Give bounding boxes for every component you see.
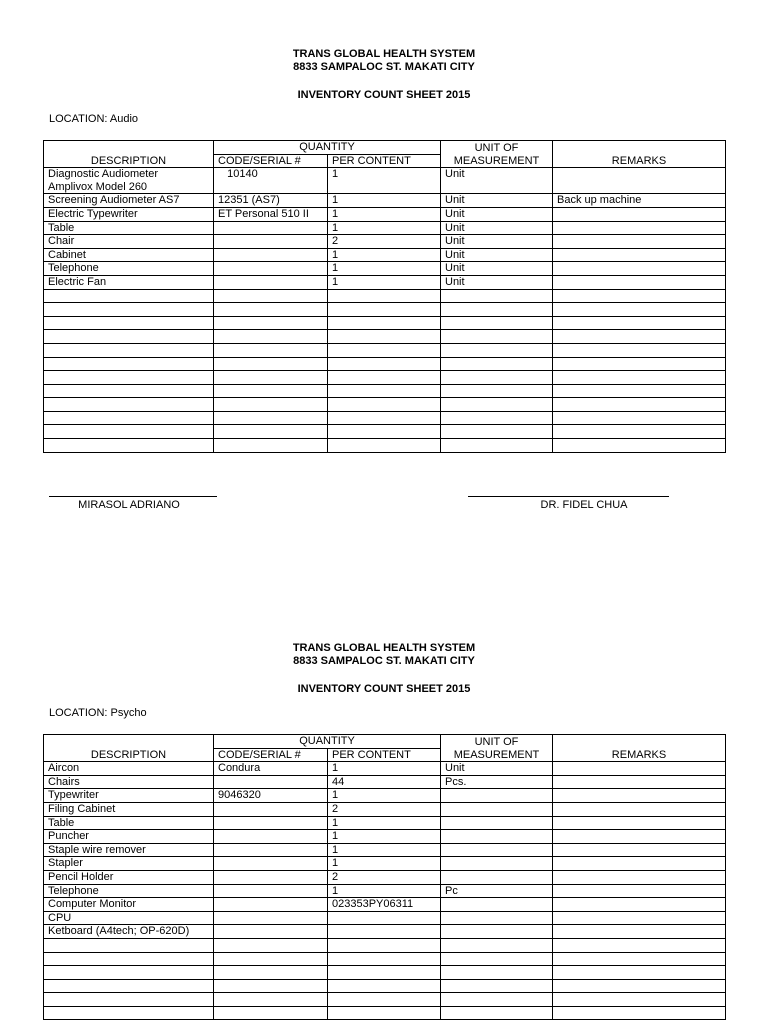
table-row: [44, 425, 726, 439]
cell-unit: [441, 993, 553, 1007]
cell-per-content: [328, 303, 441, 317]
signatory-left: MIRASOL ADRIANO: [78, 499, 180, 511]
cell-description: Staple wire remover: [44, 843, 214, 857]
cell-code-serial: [214, 384, 328, 398]
cell-code-serial: [214, 1006, 328, 1020]
cell-per-content: [328, 330, 441, 344]
column-header-unit-line1: UNIT OF: [441, 141, 553, 155]
table-row: [44, 911, 726, 925]
sheet-title: INVENTORY COUNT SHEET 2015: [297, 683, 471, 695]
cell-remarks: [553, 262, 726, 276]
cell-code-serial: 10140: [214, 168, 328, 181]
cell-unit: Pc: [441, 884, 553, 898]
cell-code-serial: [214, 870, 328, 884]
cell-per-content: 1: [328, 168, 441, 181]
table-row: [44, 830, 726, 844]
cell-description: [44, 398, 214, 412]
organization-address: 8833 SAMPALOC ST. MAKATI CITY: [293, 655, 475, 667]
cell-description: [44, 330, 214, 344]
cell-remarks: [553, 802, 726, 816]
cell-remarks: [553, 966, 726, 980]
cell-description: CPU: [44, 911, 214, 925]
cell-code-serial: [214, 275, 328, 289]
cell-code-serial: [214, 262, 328, 276]
cell-code-serial: [214, 181, 328, 194]
cell-code-serial: [214, 343, 328, 357]
table-row: [44, 762, 726, 776]
cell-per-content: [328, 371, 441, 385]
cell-unit: [441, 870, 553, 884]
cell-per-content: 44: [328, 775, 441, 789]
signature-line-right: [468, 496, 669, 497]
cell-per-content: 1: [328, 207, 441, 221]
column-header-unit-line2: MEASUREMENT: [441, 154, 553, 168]
cell-remarks: [553, 830, 726, 844]
cell-description: [44, 966, 214, 980]
cell-unit: [441, 303, 553, 317]
table-row: [44, 439, 726, 453]
cell-per-content: [328, 411, 441, 425]
cell-code-serial: [214, 966, 328, 980]
cell-code-serial: [214, 816, 328, 830]
cell-code-serial: [214, 898, 328, 912]
cell-description: Amplivox Model 260: [44, 181, 214, 194]
cell-remarks: [553, 925, 726, 939]
cell-description: Table: [44, 221, 214, 235]
table-row: [44, 384, 726, 398]
organization-name: TRANS GLOBAL HEALTH SYSTEM: [292, 642, 476, 654]
cell-code-serial: [214, 857, 328, 871]
cell-per-content: [328, 439, 441, 453]
cell-remarks: [553, 762, 726, 776]
cell-unit: [441, 439, 553, 453]
cell-per-content: 1: [328, 262, 441, 276]
cell-code-serial: [214, 802, 328, 816]
cell-unit: Unit: [441, 194, 553, 208]
cell-per-content: [328, 979, 441, 993]
cell-code-serial: [214, 316, 328, 330]
column-header-quantity: QUANTITY: [214, 735, 441, 749]
cell-remarks: [553, 371, 726, 385]
cell-unit: [441, 289, 553, 303]
table-row: [44, 775, 726, 789]
cell-unit: Unit: [441, 262, 553, 276]
column-header-per-content: PER CONTENT: [328, 748, 441, 762]
cell-code-serial: [214, 425, 328, 439]
cell-unit: [441, 330, 553, 344]
cell-description: [44, 343, 214, 357]
cell-per-content: 2: [328, 870, 441, 884]
cell-per-content: [328, 993, 441, 1007]
cell-per-content: [328, 925, 441, 939]
cell-code-serial: [214, 235, 328, 249]
table-row: [44, 168, 726, 181]
cell-description: Filing Cabinet: [44, 802, 214, 816]
cell-remarks: [553, 207, 726, 221]
cell-description: Telephone: [44, 262, 214, 276]
cell-per-content: 1: [328, 830, 441, 844]
cell-remarks: [553, 357, 726, 371]
cell-unit: [441, 925, 553, 939]
cell-code-serial: [214, 439, 328, 453]
cell-remarks: [553, 425, 726, 439]
cell-per-content: [328, 966, 441, 980]
table-row: [44, 248, 726, 262]
cell-description: Pencil Holder: [44, 870, 214, 884]
cell-description: Computer Monitor: [44, 898, 214, 912]
cell-description: [44, 316, 214, 330]
column-header-description: DESCRIPTION: [44, 141, 214, 168]
table-row: [44, 343, 726, 357]
cell-code-serial: [214, 938, 328, 952]
cell-description: Screening Audiometer AS7: [44, 194, 214, 208]
table-row: [44, 411, 726, 425]
table-row: [44, 816, 726, 830]
cell-unit: [441, 181, 553, 194]
table-row: [44, 275, 726, 289]
table-row: [44, 262, 726, 276]
cell-unit: [441, 966, 553, 980]
cell-description: [44, 952, 214, 966]
cell-per-content: [328, 289, 441, 303]
cell-description: [44, 979, 214, 993]
cell-remarks: [553, 168, 726, 181]
table-row: [44, 207, 726, 221]
cell-remarks: Back up machine: [553, 194, 726, 208]
cell-unit: [441, 911, 553, 925]
cell-code-serial: [214, 357, 328, 371]
cell-remarks: [553, 316, 726, 330]
cell-unit: [441, 411, 553, 425]
cell-description: [44, 357, 214, 371]
cell-description: Aircon: [44, 762, 214, 776]
cell-unit: Unit: [441, 248, 553, 262]
cell-description: [44, 371, 214, 385]
cell-remarks: [553, 181, 726, 194]
table-row: [44, 371, 726, 385]
table-row: [44, 330, 726, 344]
cell-unit: [441, 816, 553, 830]
cell-description: [44, 993, 214, 1007]
cell-remarks: [553, 275, 726, 289]
cell-code-serial: 9046320: [214, 789, 328, 803]
cell-code-serial: [214, 398, 328, 412]
location-label: LOCATION: Psycho: [49, 707, 147, 719]
cell-per-content: 1: [328, 816, 441, 830]
cell-code-serial: [214, 979, 328, 993]
table-row: [44, 181, 726, 194]
cell-unit: Unit: [441, 207, 553, 221]
column-header-code: CODE/SERIAL #: [214, 748, 328, 762]
cell-unit: [441, 343, 553, 357]
cell-per-content: 2: [328, 802, 441, 816]
inventory-sheet-psycho: [0, 642, 768, 696]
inventory-table: [43, 734, 726, 1020]
cell-remarks: [553, 816, 726, 830]
cell-unit: Unit: [441, 168, 553, 181]
cell-description: Chairs: [44, 775, 214, 789]
cell-code-serial: [214, 952, 328, 966]
cell-unit: [441, 789, 553, 803]
cell-remarks: [553, 330, 726, 344]
cell-code-serial: [214, 775, 328, 789]
cell-remarks: [553, 289, 726, 303]
cell-unit: [441, 857, 553, 871]
cell-code-serial: [214, 884, 328, 898]
cell-remarks: [553, 789, 726, 803]
column-header-unit-line1: UNIT OF: [441, 735, 553, 749]
cell-description: Electric Fan: [44, 275, 214, 289]
cell-description: Electric Typewriter: [44, 207, 214, 221]
cell-per-content: [328, 343, 441, 357]
table-row: [44, 316, 726, 330]
cell-remarks: [553, 857, 726, 871]
cell-remarks: [553, 884, 726, 898]
cell-remarks: [553, 303, 726, 317]
cell-description: [44, 1006, 214, 1020]
cell-unit: Unit: [441, 275, 553, 289]
cell-unit: [441, 979, 553, 993]
table-row: [44, 898, 726, 912]
cell-unit: Unit: [441, 235, 553, 249]
cell-remarks: [553, 343, 726, 357]
cell-remarks: [553, 775, 726, 789]
cell-code-serial: 12351 (AS7): [214, 194, 328, 208]
signature-line-left: [49, 496, 217, 497]
inventory-table: [43, 140, 726, 453]
cell-per-content: [328, 181, 441, 194]
cell-code-serial: [214, 289, 328, 303]
column-header-code: CODE/SERIAL #: [214, 154, 328, 168]
cell-description: Table: [44, 816, 214, 830]
cell-description: [44, 303, 214, 317]
cell-remarks: [553, 979, 726, 993]
cell-per-content: [328, 384, 441, 398]
cell-per-content: 2: [328, 235, 441, 249]
table-row: [44, 289, 726, 303]
cell-unit: [441, 830, 553, 844]
cell-remarks: [553, 221, 726, 235]
cell-per-content: 1: [328, 789, 441, 803]
cell-description: Diagnostic Audiometer: [44, 168, 214, 181]
cell-code-serial: [214, 221, 328, 235]
column-header-per-content: PER CONTENT: [328, 154, 441, 168]
cell-description: Chair: [44, 235, 214, 249]
signatory-right: DR. FIDEL CHUA: [540, 499, 628, 511]
cell-remarks: [553, 411, 726, 425]
cell-description: [44, 938, 214, 952]
cell-code-serial: [214, 371, 328, 385]
cell-remarks: [553, 398, 726, 412]
cell-unit: [441, 898, 553, 912]
table-row: [44, 952, 726, 966]
table-row: [44, 802, 726, 816]
cell-per-content: 023353PY06311: [328, 898, 441, 912]
organization-name: TRANS GLOBAL HEALTH SYSTEM: [292, 48, 476, 60]
cell-code-serial: Condura: [214, 762, 328, 776]
cell-per-content: [328, 938, 441, 952]
cell-per-content: 1: [328, 884, 441, 898]
cell-remarks: [553, 952, 726, 966]
cell-per-content: 1: [328, 275, 441, 289]
cell-description: [44, 289, 214, 303]
cell-description: Puncher: [44, 830, 214, 844]
cell-remarks: [553, 439, 726, 453]
cell-code-serial: [214, 911, 328, 925]
table-row: [44, 789, 726, 803]
cell-remarks: [553, 248, 726, 262]
table-row: [44, 938, 726, 952]
cell-unit: [441, 1006, 553, 1020]
cell-unit: Unit: [441, 221, 553, 235]
cell-description: Cabinet: [44, 248, 214, 262]
cell-per-content: 1: [328, 857, 441, 871]
column-header-description: DESCRIPTION: [44, 735, 214, 762]
cell-unit: [441, 398, 553, 412]
cell-description: Typewriter: [44, 789, 214, 803]
column-header-remarks: REMARKS: [553, 141, 726, 168]
cell-code-serial: [214, 303, 328, 317]
cell-remarks: [553, 1006, 726, 1020]
cell-description: [44, 384, 214, 398]
cell-code-serial: [214, 993, 328, 1007]
cell-per-content: [328, 398, 441, 412]
inventory-sheet-audio: [0, 48, 768, 102]
cell-per-content: [328, 357, 441, 371]
cell-code-serial: [214, 843, 328, 857]
cell-description: [44, 439, 214, 453]
cell-unit: [441, 357, 553, 371]
table-row: [44, 843, 726, 857]
column-header-unit-line2: MEASUREMENT: [441, 748, 553, 762]
table-row: [44, 1006, 726, 1020]
sheet-title: INVENTORY COUNT SHEET 2015: [297, 89, 471, 101]
table-row: [44, 884, 726, 898]
cell-code-serial: [214, 248, 328, 262]
cell-remarks: [553, 384, 726, 398]
cell-remarks: [553, 235, 726, 249]
cell-unit: [441, 843, 553, 857]
cell-remarks: [553, 938, 726, 952]
cell-unit: [441, 952, 553, 966]
organization-address: 8833 SAMPALOC ST. MAKATI CITY: [293, 61, 475, 73]
cell-unit: [441, 802, 553, 816]
cell-remarks: [553, 911, 726, 925]
cell-per-content: [328, 425, 441, 439]
location-label: LOCATION: Audio: [49, 113, 139, 125]
table-row: [44, 966, 726, 980]
table-row: [44, 398, 726, 412]
cell-description: Stapler: [44, 857, 214, 871]
cell-unit: [441, 384, 553, 398]
cell-code-serial: ET Personal 510 II: [214, 207, 328, 221]
cell-per-content: [328, 911, 441, 925]
table-row: [44, 194, 726, 208]
cell-unit: [441, 371, 553, 385]
table-row: [44, 979, 726, 993]
cell-per-content: 1: [328, 221, 441, 235]
cell-remarks: [553, 870, 726, 884]
cell-per-content: 1: [328, 762, 441, 776]
table-row: [44, 993, 726, 1007]
cell-per-content: 1: [328, 843, 441, 857]
cell-code-serial: [214, 830, 328, 844]
table-row: [44, 303, 726, 317]
table-row: [44, 857, 726, 871]
cell-unit: [441, 316, 553, 330]
cell-unit: Pcs.: [441, 775, 553, 789]
cell-per-content: [328, 316, 441, 330]
cell-description: [44, 425, 214, 439]
column-header-quantity: QUANTITY: [214, 141, 441, 155]
cell-code-serial: [214, 411, 328, 425]
cell-description: Ketboard (A4tech; OP-620D): [44, 925, 214, 939]
table-row: [44, 235, 726, 249]
cell-per-content: [328, 1006, 441, 1020]
table-row: [44, 925, 726, 939]
cell-unit: [441, 425, 553, 439]
table-row: [44, 357, 726, 371]
cell-unit: Unit: [441, 762, 553, 776]
column-header-remarks: REMARKS: [553, 735, 726, 762]
cell-code-serial: [214, 330, 328, 344]
table-row: [44, 221, 726, 235]
cell-remarks: [553, 993, 726, 1007]
cell-unit: [441, 938, 553, 952]
cell-per-content: 1: [328, 194, 441, 208]
table-row: [44, 870, 726, 884]
cell-description: Telephone: [44, 884, 214, 898]
cell-code-serial: [214, 925, 328, 939]
cell-remarks: [553, 843, 726, 857]
cell-description: [44, 411, 214, 425]
cell-per-content: [328, 952, 441, 966]
cell-remarks: [553, 898, 726, 912]
cell-per-content: 1: [328, 248, 441, 262]
